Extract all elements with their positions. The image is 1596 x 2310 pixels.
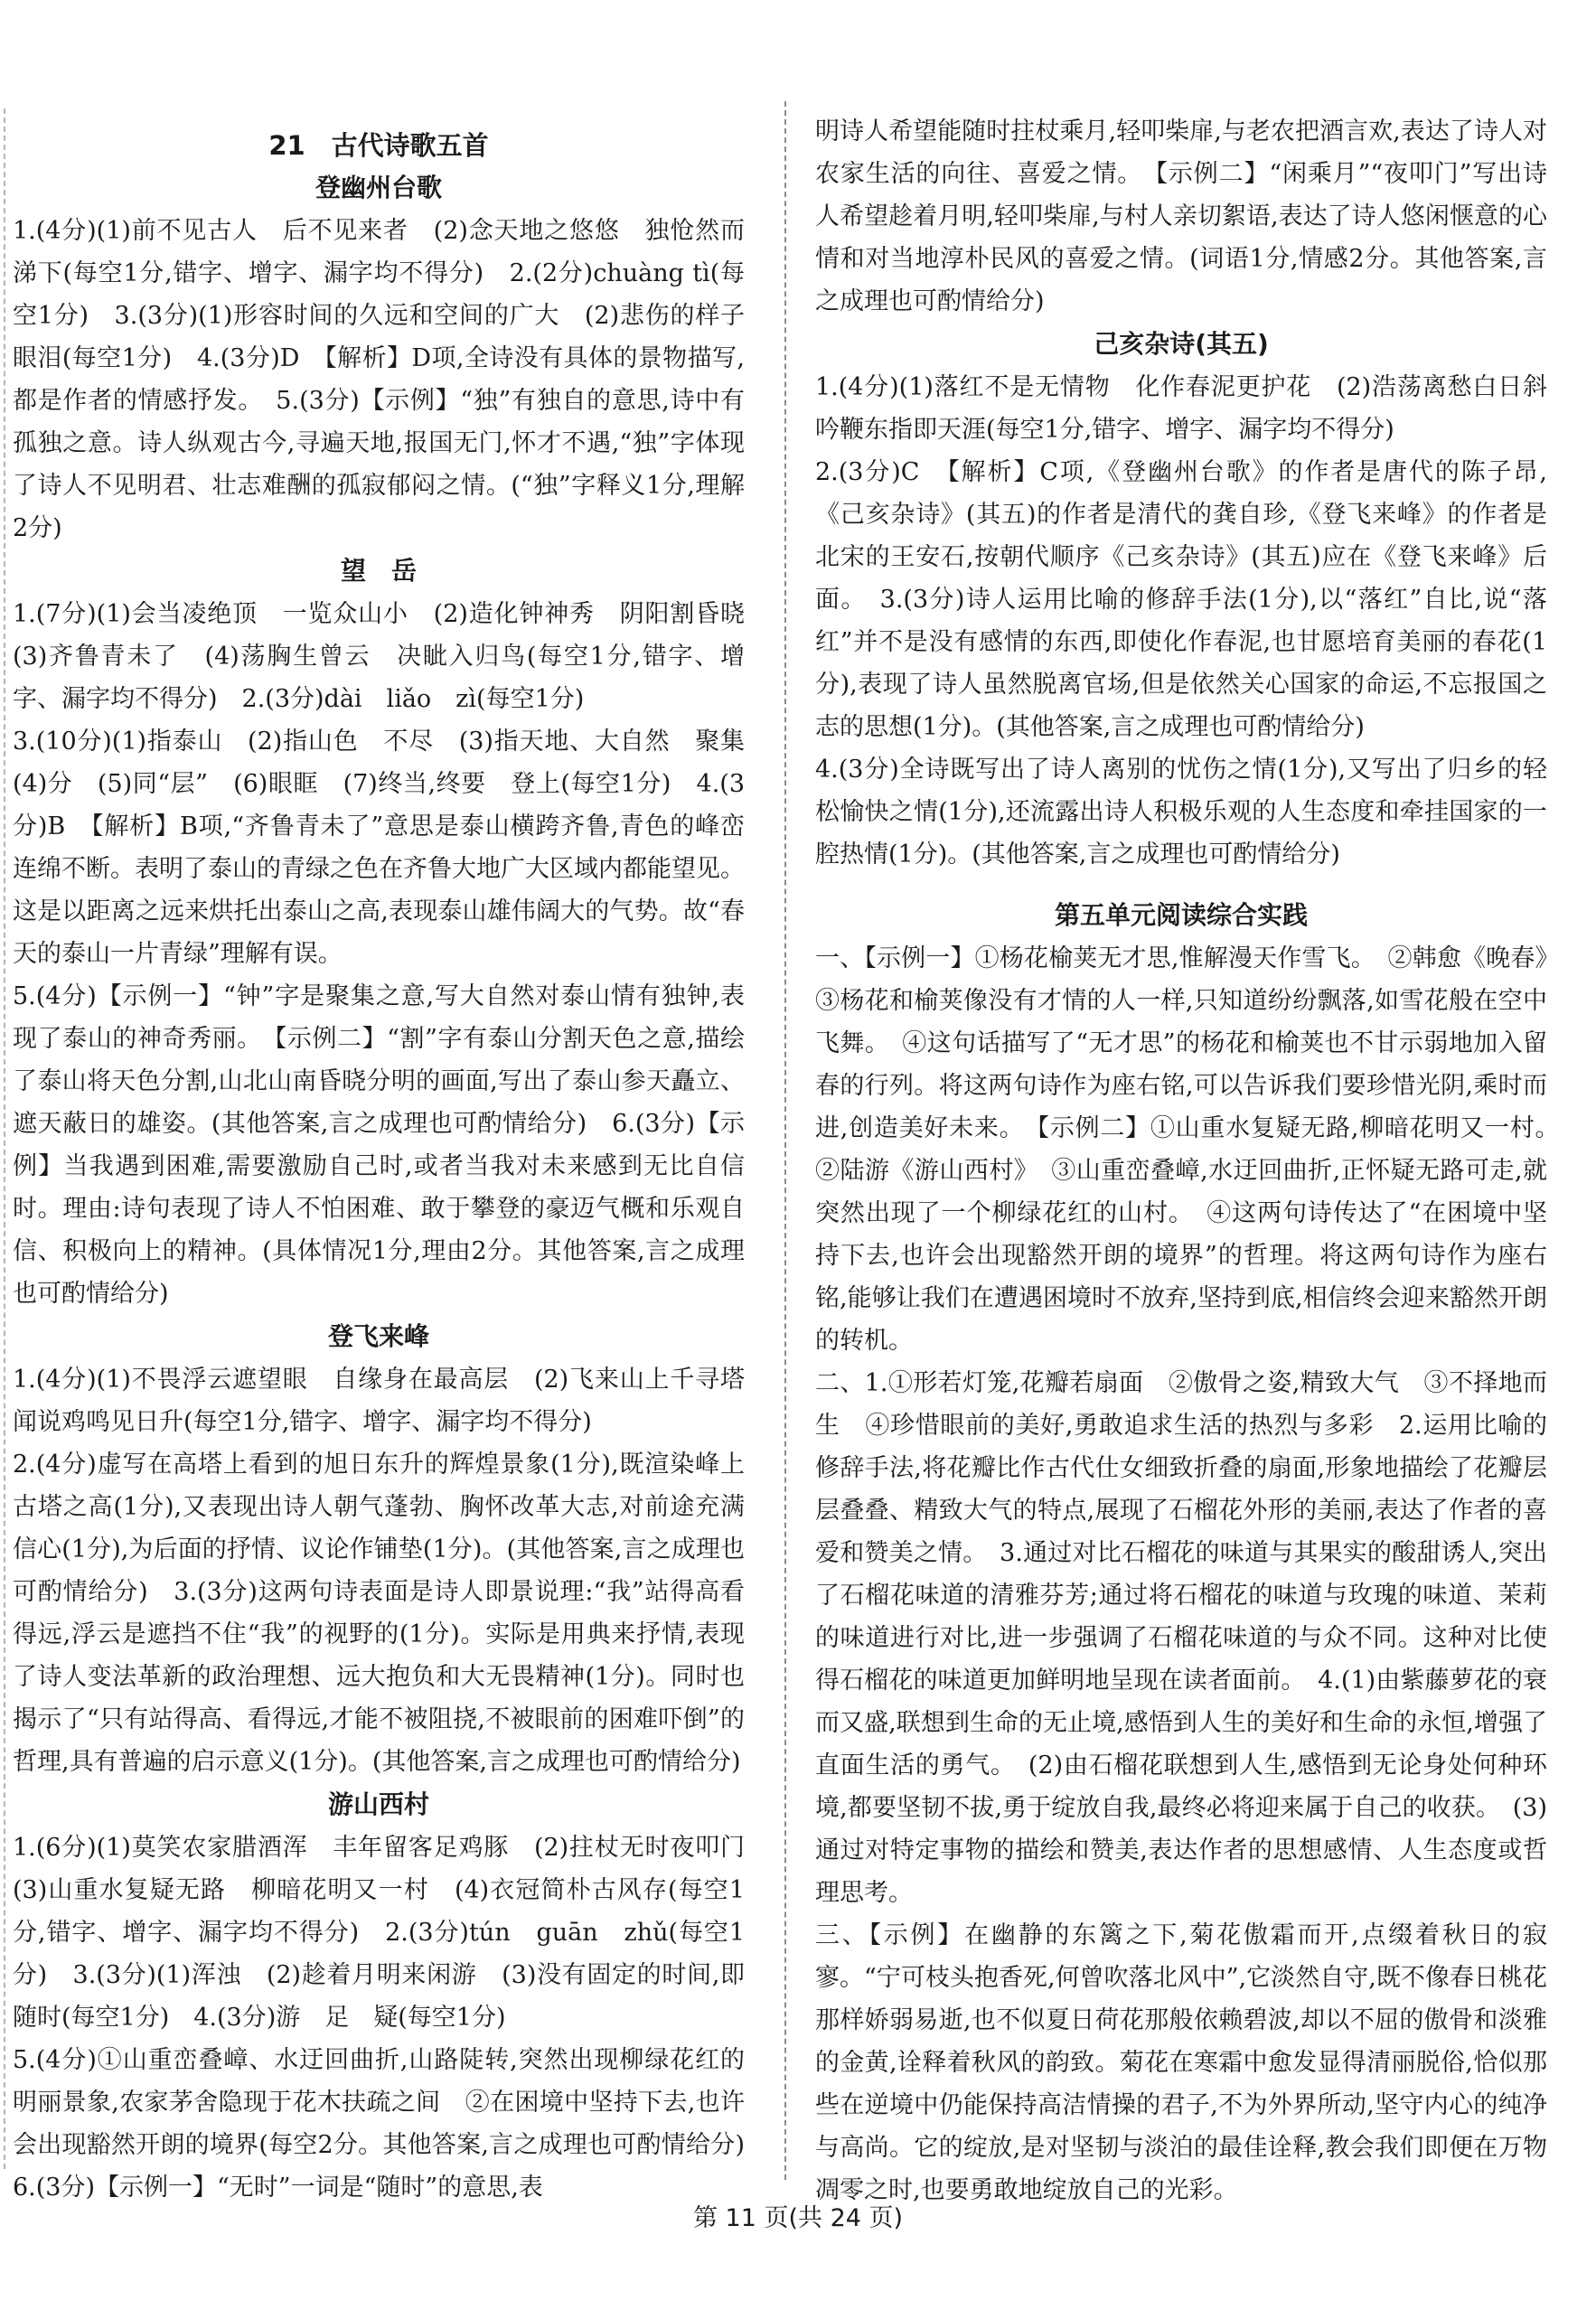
answer-paragraph: 5.(4分)①山重峦叠嶂、水迂回曲折,山路陡转,突然出现柳绿花红的明丽景象,农家茅舍隐现于花木扶疏之间 ②在困境中坚持下去,也许会出现豁然开朗的境界(每空2分。其他答案,言之成理也可酌情给分) 6.(3分)【示例一】“无时”一词是“随时”的意思,表 xyxy=(13,2046,769,2202)
poem-title-dengfeilaifeng: 登飞来峰 xyxy=(327,1321,429,1351)
answer-paragraph: 1.(7分)(1)会当凌绝顶 一览众山小 (2)造化钟神秀 阴阳割昏晓 (3)齐鲁青未了 (4)荡胸生曾云 决眦入归鸟(每空1分,错字、增字、漏字均不得分) 2.(3分)dài liǎo zì(每空1分) xyxy=(13,600,769,713)
answer-paragraph: 一、【示例一】①杨花榆荚无才思,惟解漫天作雪飞。 ②韩愈《晚春》 ③杨花和榆荚像没有才情的人一样,只知道纷纷飘落,如雪花般在空中飞舞。 ④这句话描写了“无才思”的杨花和榆荚也不甘示弱地加入留春的行列。将这两句诗作为座右铭,可以告诉我们要珍惜光阴,乘时而进,创造美好未来。 【示例二】①山重水复疑无路,柳暗花明又一村。 ②陆游《游山西村》 ③山重峦叠嶂,水迂回曲折,正怀疑无路可走,就突然出现了一个柳绿花红的山村。 ④这两句诗传达了“在困境中坚持下去,也许会出现豁然开朗的境界”的哲理。将这两句诗作为座右铭,能够让我们在遭遇困境时不放弃,坚持到底,相信终会迎来豁然开朗的转机。 xyxy=(815,944,1572,1355)
answer-paragraph: 1.(4分)(1)不畏浮云遮望眼 自缘身在最高层 (2)飞来山上千寻塔 闻说鸡鸣见日升(每空1分,错字、增字、漏字均不得分) xyxy=(13,1366,769,1436)
poem-title-dengyouzhou: 登幽州台歌 xyxy=(315,173,442,202)
answer-paragraph: 2.(3分)C 【解析】C项,《登幽州台歌》的作者是唐代的陈子昂,《己亥杂诗》(其五)的作者是清代的龚自珍,《登飞来峰》的作者是北宋的王安石,按朝代顺序《己亥杂诗》(其五)应在《登飞来峰》后面。 3.(3分)诗人运用比喻的修辞手法(1分),以“落红”自比,说“落红”并不是没有感情的东西,即使化作春泥,也甘愿培育美丽的春花(1分),表现了诗人虽然脱离官场,但是依然关心国家的命运,不忘报国之志的思想(1分)。(其他答案,言之成理也可酌情给分) xyxy=(815,458,1547,741)
left-margin-rule xyxy=(4,108,5,2169)
answer-paragraph: 二、1.①形若灯笼,花瓣若扇面 ②傲骨之姿,精致大气 ③不择地而生 ④珍惜眼前的美好,勇敢追求生活的热烈与多彩 2.运用比喻的修辞手法,将花瓣比作古代仕女细致折叠的扇面,形象地描绘了花瓣层层叠叠、精致大气的特点,展现了石榴花外形的美丽,表达了作者的喜爱和赞美之情。 3.通过对比石榴花的味道与其果实的酸甜诱人,突出了石榴花味道的清雅芬芳;通过将石榴花的味道与玫瑰的味道、茉莉的味道进行对比,进一步强调了石榴花味道的与众不同。这种对比使得石榴花的味道更加鲜明地呈现在读者面前。 4.(1)由紫藤萝花的衰而又盛,联想到生命的无止境,感悟到人生的美好和生命的永恒,增强了直面生活的勇气。 (2)由石榴花联想到人生,感悟到无论身处何种环境,都要坚韧不拔,勇于绽放自我,最终必将迎来属于自己的收获。 (3)通过对特定事物的描绘和赞美,表达作者的思想感情、人生态度或哲理思考。 xyxy=(815,1369,1547,1907)
poem-title-youshanxicun: 游山西村 xyxy=(327,1789,429,1819)
answer-paragraph: 1.(4分)(1)落红不是无情物 化作春泥更护花 (2)浩荡离愁白日斜 吟鞭东指即天涯(每空1分,错字、增字、漏字均不得分) xyxy=(815,373,1572,444)
answer-paragraph: 3.(10分)(1)指泰山 (2)指山色 不尽 (3)指天地、大自然 聚集 (4)分 (5)同“层” (6)眼眶 (7)终当,终要 登上(每空1分) 4.(3分)B 【解析】B项,“齐鲁青未了”意思是泰山横跨齐鲁,青色的峰峦连绵不断。表明了泰山的青绿之色在齐鲁大地广大区域内都能望见。这是以距离之远来烘托出泰山之高,表现泰山雄伟阔大的气势。故“春天的泰山一片青绿”理解有误。 xyxy=(13,728,769,968)
answer-paragraph: 三、【示例】在幽静的东篱之下,菊花傲霜而开,点缀着秋日的寂寥。“宁可枝头抱香死,何曾吹落北风中”,它淡然自守,既不像春日桃花那样娇弱易逝,也不似夏日荷花那般依赖碧波,却以不屈的傲骨和淡雅的金黄,诠释着秋风的韵致。菊花在寒霜中愈发显得清丽脱俗,恰似那些在逆境中仍能保持高洁情操的君子,不为外界所动,坚守内心的纯净与高尚。它的绽放,是对坚韧与淡泊的最佳诠释,教会我们即便在万物凋零之时,也要勇敢地绽放自己的光彩。 xyxy=(815,1921,1547,2204)
page-number: 第 11 页(共 24 页) xyxy=(692,2204,904,2232)
answer-paragraph: 1.(4分)(1)前不见古人 后不见来者 (2)念天地之悠悠 独怆然而涕下(每空1分,错字、增字、漏字均不得分) 2.(2分)chuàng tì(每空1分) 3.(3分)(1)形容时间的久远和空间的广大 (2)悲伤的样子 眼泪(每空1分) 4.(3分)D 【解析】D项,全诗没有具体的景物描写,都是作者的情感抒发。 5.(3分)【示例】“独”有独自的意思,诗中有孤独之意。诗人纵观古今,寻遍天地,报国无门,怀才不遇,“独”字体现了诗人不见明君、壮志难酬的孤寂郁闷之情。(“独”字释义1分,理解2分) xyxy=(13,217,769,542)
poem-title-wangyue: 望 岳 xyxy=(340,556,417,586)
left-column xyxy=(13,116,769,2209)
answer-paragraph: 4.(3分)全诗既写出了诗人离别的忧伤之情(1分),又写出了归乡的轻松愉快之情(1分),还流露出诗人积极乐观的人生态度和牵挂国家的一腔热情(1分)。(其他答案,言之成理也可酌情给分) xyxy=(815,756,1547,869)
answer-paragraph: 1.(6分)(1)莫笑农家腊酒浑 丰年留客足鸡豚 (2)拄杖无时夜叩门 (3)山重水复疑无路 柳暗花明又一村 (4)衣冠简朴古风存(每空1分,错字、增字、漏字均不得分) 2.(3分)tún guān zhǔ(每空1分) 3.(3分)(1)浑浊 (2)趁着月明来闲游 (3)没有固定的时间,即随时(每空1分) 4.(3分)游 足 疑(每空1分) xyxy=(13,1834,769,2032)
right-column xyxy=(815,110,1572,2211)
poem-title-jihaizashi: 己亥杂诗(其五) xyxy=(1094,329,1269,359)
section-title: 21 古代诗歌五首 xyxy=(268,130,489,161)
answer-paragraph: 2.(4分)虚写在高塔上看到的旭日东升的辉煌景象(1分),既渲染峰上古塔之高(1分),又表现出诗人朝气蓬勃、胸怀改革大志,对前途充满信心(1分),为后面的抒情、议论作铺垫(1分)。(其他答案,言之成理也可酌情给分) 3.(3分)这两句诗表面是诗人即景说理:“我”站得高看得远,浮云是遮挡不住“我”的视野的(1分)。实际是用典来抒情,表现了诗人变法革新的政治理想、远大抱负和大无畏精神(1分)。同时也揭示了“只有站得高、看得远,才能不被阻挠,不被眼前的困难吓倒”的哲理,具有普遍的启示意义(1分)。(其他答案,言之成理也可酌情给分) xyxy=(13,1451,745,1776)
answer-paragraph: 5.(4分)【示例一】“钟”字是聚集之意,写大自然对泰山情有独钟,表现了泰山的神奇秀丽。 【示例二】“割”字有泰山分割天色之意,描绘了泰山将天色分割,山北山南昏晓分明的画面,写出了泰山参天矗立、遮天蔽日的雄姿。(其他答案,言之成理也可酌情给分) 6.(3分)【示例】当我遇到困难,需要激励自己时,或者当我对未来感到无比自信时。理由:诗句表现了诗人不怕困难、敢于攀登的豪迈气概和乐观自信、积极向上的精神。(具体情况1分,理由2分。其他答案,言之成理也可酌情给分) xyxy=(13,982,745,1308)
unit-practice-title: 第五单元阅读综合实践 xyxy=(1054,900,1308,930)
answer-paragraph-continued: 明诗人希望能随时拄杖乘月,轻叩柴扉,与老农把酒言欢,表达了诗人对农家生活的向往、喜爱之情。 【示例二】“闲乘月”“夜叩门”写出诗人希望趁着月明,轻叩柴扉,与村人亲切絮语,表达了诗人悠闲惬意的心情和对当地淳朴民风的喜爱之情。(词语1分,情感2分。其他答案,言之成理也可酌情给分) xyxy=(815,117,1547,315)
column-divider xyxy=(784,101,786,2180)
